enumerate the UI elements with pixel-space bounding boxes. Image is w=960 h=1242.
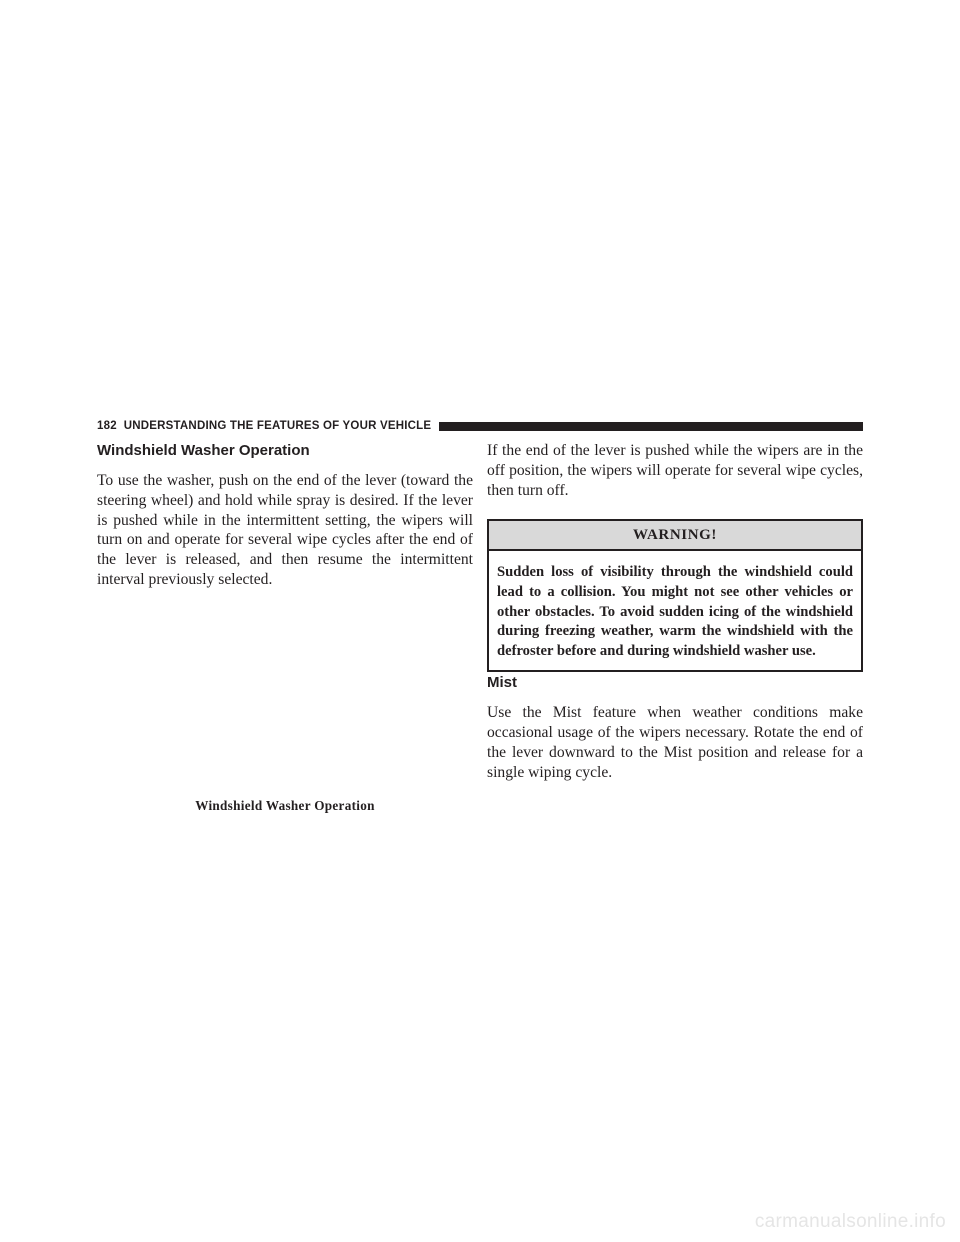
header-rule bbox=[439, 422, 863, 431]
mist-paragraph: Use the Mist feature when weather conditions make occasional usage of the wipers necessary. Rotate the end of the lever downward to the Mist position and release for a single wiping cycle. bbox=[487, 704, 863, 781]
right-column bbox=[487, 440, 863, 783]
watermark: carmanualsonline.info bbox=[754, 1211, 946, 1232]
figure-caption: Windshield Washer Operation bbox=[195, 798, 375, 813]
page-number: 182 bbox=[97, 420, 117, 432]
warning-box bbox=[487, 519, 863, 672]
section-title-header: UNDERSTANDING THE FEATURES OF YOUR VEHICLE bbox=[123, 420, 432, 432]
warning-title: WARNING! bbox=[489, 521, 861, 551]
warning-text: Sudden loss of visibility through the windshield could lead to a collision. You might not see other vehicles or other obstacles. To avoid sudden icing of the windshield during freezing weather, warm the windshield with the defroster before and during windshield washer use. bbox=[497, 564, 853, 659]
washer-heading: Windshield Washer Operation bbox=[97, 442, 310, 459]
off-position-paragraph: If the end of the lever is pushed while the wipers are in the off position, the wipers will operate for several wipe cycles, then turn off. bbox=[487, 442, 863, 499]
page-header bbox=[97, 417, 863, 435]
washer-figure-area bbox=[97, 600, 473, 790]
mist-heading: Mist bbox=[487, 674, 517, 692]
washer-paragraph: To use the washer, push on the end of the lever (toward the steering wheel) and hold while spray is desired. If the lever is pushed while in the intermittent setting, the wipers will turn on and operate for several wipe cycles after the end of the lever is released, and then resume the intermittent interval previously selected. bbox=[97, 472, 473, 588]
left-column bbox=[97, 440, 473, 590]
